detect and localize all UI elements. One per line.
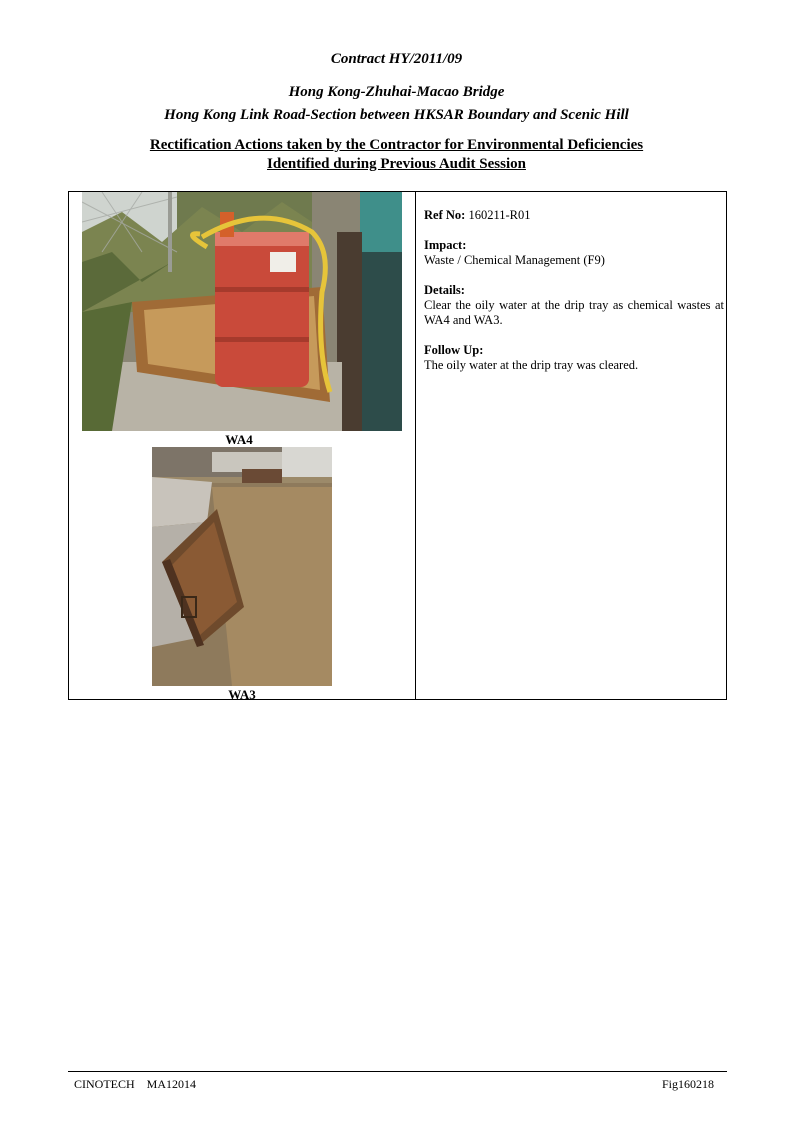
- document-title-line1: Rectification Actions taken by the Contractor for Environmental Deficiencies: [149, 137, 644, 153]
- document-title-line2: Identified during Previous Audit Session: [267, 156, 526, 172]
- column-divider: [415, 192, 416, 699]
- followup-value: The oily water at the drip tray was cleared.: [424, 358, 639, 372]
- project-name: Hong Kong-Zhuhai-Macao Bridge: [288, 84, 505, 100]
- photo-wa3-caption: WA3: [228, 687, 256, 702]
- photo-wa4-caption: WA4: [225, 432, 253, 447]
- followup-label: Follow Up:: [424, 343, 484, 357]
- ref-value: 160211-R01: [468, 208, 531, 222]
- contract-number: Contract HY/2011/09: [330, 51, 463, 67]
- document-title: [0, 136, 793, 174]
- section-name: Hong Kong Link Road-Section between HKSAR Boundary and Scenic Hill: [164, 107, 629, 123]
- footer-company: CINOTECH: [74, 1077, 135, 1091]
- impact-label: Impact:: [424, 238, 467, 252]
- ref-block: [424, 208, 724, 223]
- details-block: [424, 283, 724, 328]
- footer-doc-number: MA12014: [146, 1077, 197, 1091]
- footer-rule: [68, 1071, 727, 1072]
- footer-figure-number: Fig160218: [661, 1077, 714, 1091]
- followup-block: [424, 343, 724, 373]
- details-value: Clear the oily water at the drip tray as chemical wastes at WA4 and WA3.: [424, 298, 724, 327]
- ref-label: Ref No:: [424, 208, 466, 222]
- rectification-table: [68, 191, 727, 700]
- footer-left: [74, 1077, 196, 1092]
- impact-value: Waste / Chemical Management (F9): [424, 253, 605, 267]
- record-details: [424, 208, 724, 388]
- details-label: Details:: [424, 283, 465, 297]
- impact-block: [424, 238, 724, 268]
- photo-wa4: [82, 192, 402, 431]
- photo-wa3: [152, 447, 332, 686]
